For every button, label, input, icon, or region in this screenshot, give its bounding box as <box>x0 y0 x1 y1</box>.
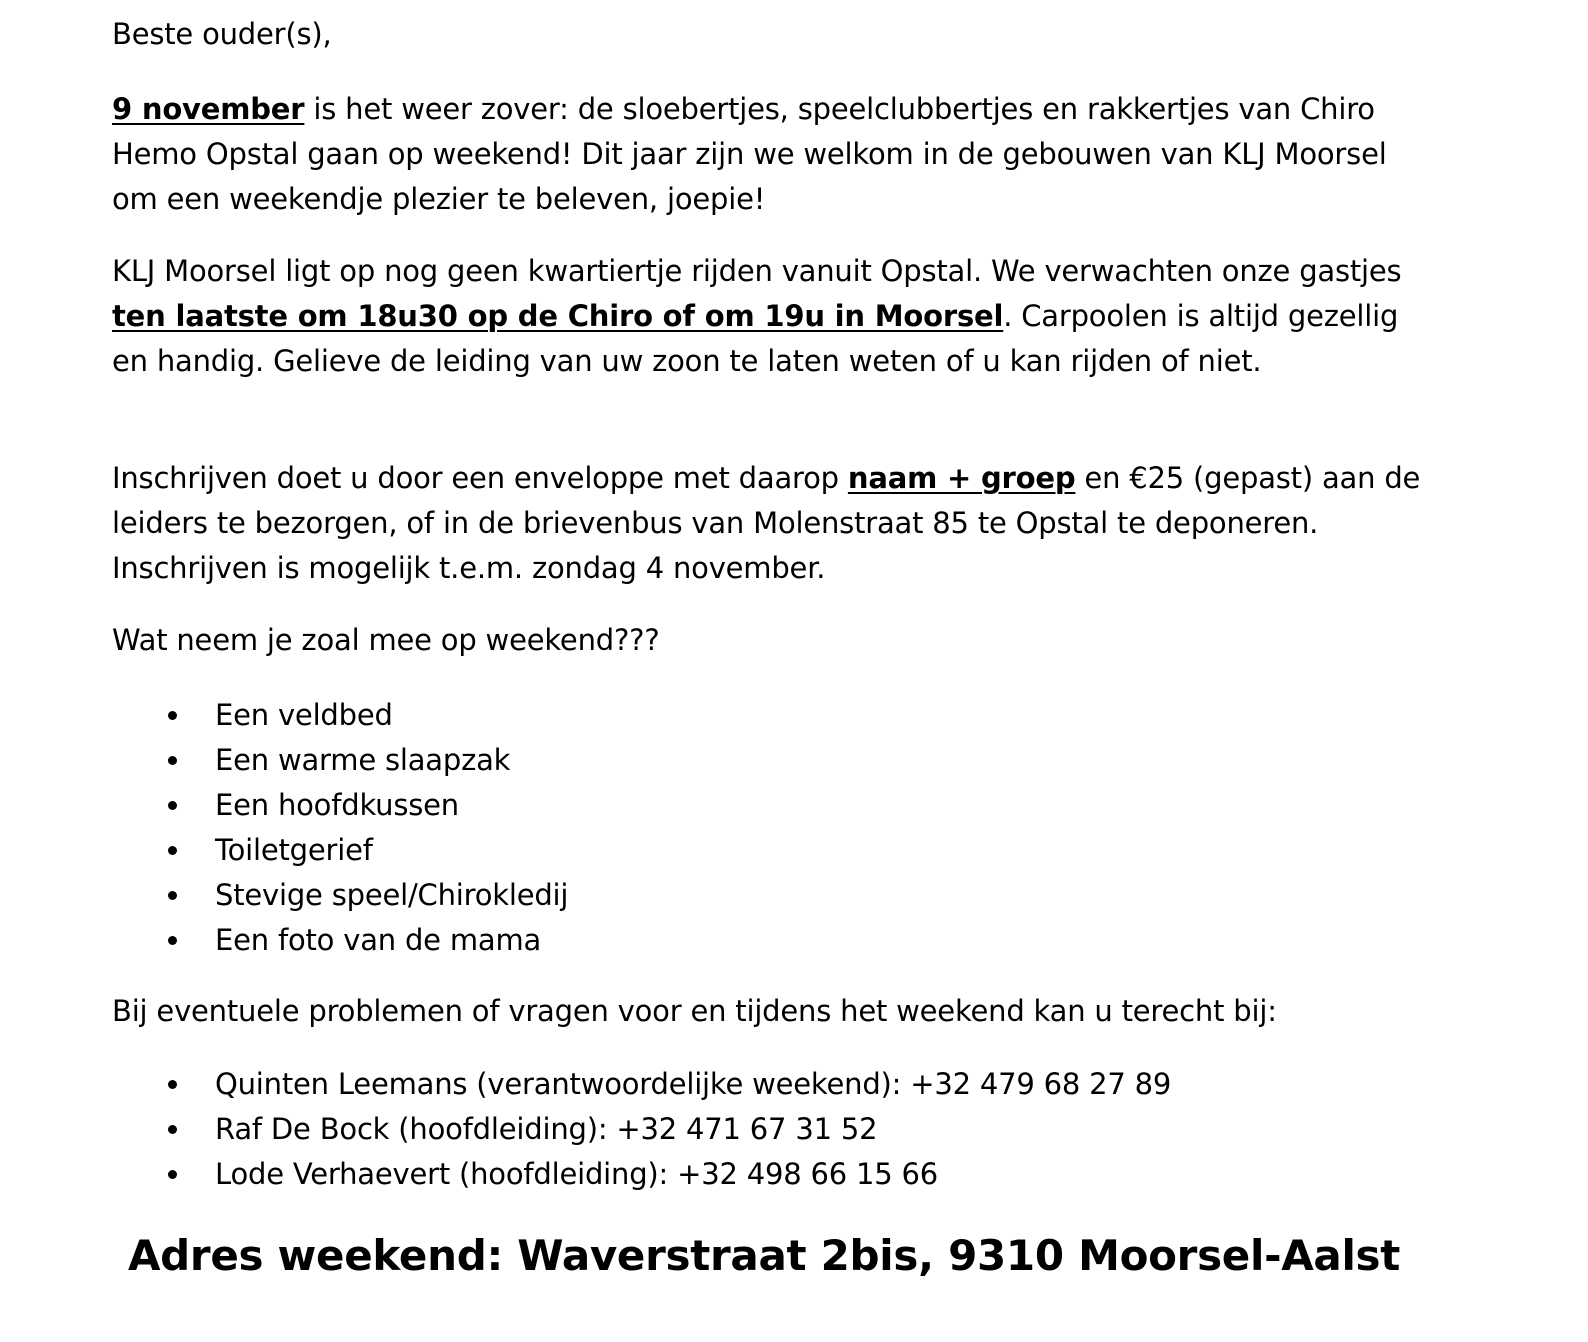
packing-list <box>112 693 568 963</box>
contact-label: Lode Verhaevert (hoofdleiding): +32 498 66 15 66 <box>215 1157 939 1191</box>
paragraph-registration-before: Inschrijven doet u door een enveloppe met daarop <box>112 461 848 495</box>
list-item <box>112 828 568 873</box>
contact-item <box>112 1107 1171 1152</box>
contact-item <box>112 1152 1171 1197</box>
paragraph-date <box>112 87 1432 222</box>
list-item <box>112 918 568 963</box>
weekend-address: Adres weekend: Waverstraat 2bis, 9310 Moorsel-Aalst <box>127 1231 1401 1280</box>
list-item-label: Een hoofdkussen <box>215 788 459 822</box>
name-group-highlight: naam + groep <box>847 461 1076 495</box>
contact-label: Quinten Leemans (verantwoordelijke weekend): +32 479 68 27 89 <box>215 1067 1172 1101</box>
contact-label: Raf De Bock (hoofdleiding): +32 471 67 31 52 <box>215 1112 878 1146</box>
list-item-label: Stevige speel/Chirokledij <box>215 878 569 912</box>
contact-list <box>112 1062 1171 1197</box>
bullet-icon <box>168 1080 177 1089</box>
packing-question: Wat neem je zoal mee op weekend??? <box>112 623 660 657</box>
greeting: Beste ouder(s), <box>112 17 332 51</box>
bullet-icon <box>168 936 177 945</box>
arrival-time-highlight: ten laatste om 18u30 op de Chiro of om 19u in Moorsel <box>112 299 1004 333</box>
list-item-label: Een warme slaapzak <box>215 743 511 777</box>
contact-item <box>112 1062 1171 1107</box>
paragraph-registration-after: en €25 (gepast) aan de leiders te bezorgen, of in de brievenbus van Molenstraat 85 te Opstal te deponeren. Inschrijven is mogelijk t.e.m. zondag 4 november. <box>112 461 1421 585</box>
list-item <box>112 873 568 918</box>
list-item-label: Toiletgerief <box>215 833 373 867</box>
bullet-icon <box>168 711 177 720</box>
list-item-label: Een foto van de mama <box>215 923 542 957</box>
bullet-icon <box>168 801 177 810</box>
paragraph-date-text: is het weer zover: de sloebertjes, speelclubbertjes en rakkertjes van Chiro Hemo Opstal gaan op weekend! Dit jaar zijn we welkom in de gebouwen van KLJ Moorsel om een weekendje plezier te beleven, joepie! <box>112 92 1387 216</box>
list-item <box>112 738 568 783</box>
contact-intro: Bij eventuele problemen of vragen voor en tijdens het weekend kan u terecht bij: <box>112 994 1277 1028</box>
bullet-icon <box>168 846 177 855</box>
paragraph-arrival-before: KLJ Moorsel ligt op nog geen kwartiertje rijden vanuit Opstal. We verwachten onze gastjes <box>112 254 1402 288</box>
list-item <box>112 693 568 738</box>
paragraph-arrival <box>112 249 1432 384</box>
bullet-icon <box>168 1170 177 1179</box>
date-highlight: 9 november <box>112 92 305 126</box>
list-item <box>112 783 568 828</box>
bullet-icon <box>168 1125 177 1134</box>
list-item-label: Een veldbed <box>215 698 393 732</box>
bullet-icon <box>168 756 177 765</box>
paragraph-registration <box>112 456 1432 591</box>
paragraph-arrival-after: . Carpoolen is altijd gezellig en handig. Gelieve de leiding van uw zoon te laten weten of u kan rijden of niet. <box>112 299 1399 378</box>
bullet-icon <box>168 891 177 900</box>
